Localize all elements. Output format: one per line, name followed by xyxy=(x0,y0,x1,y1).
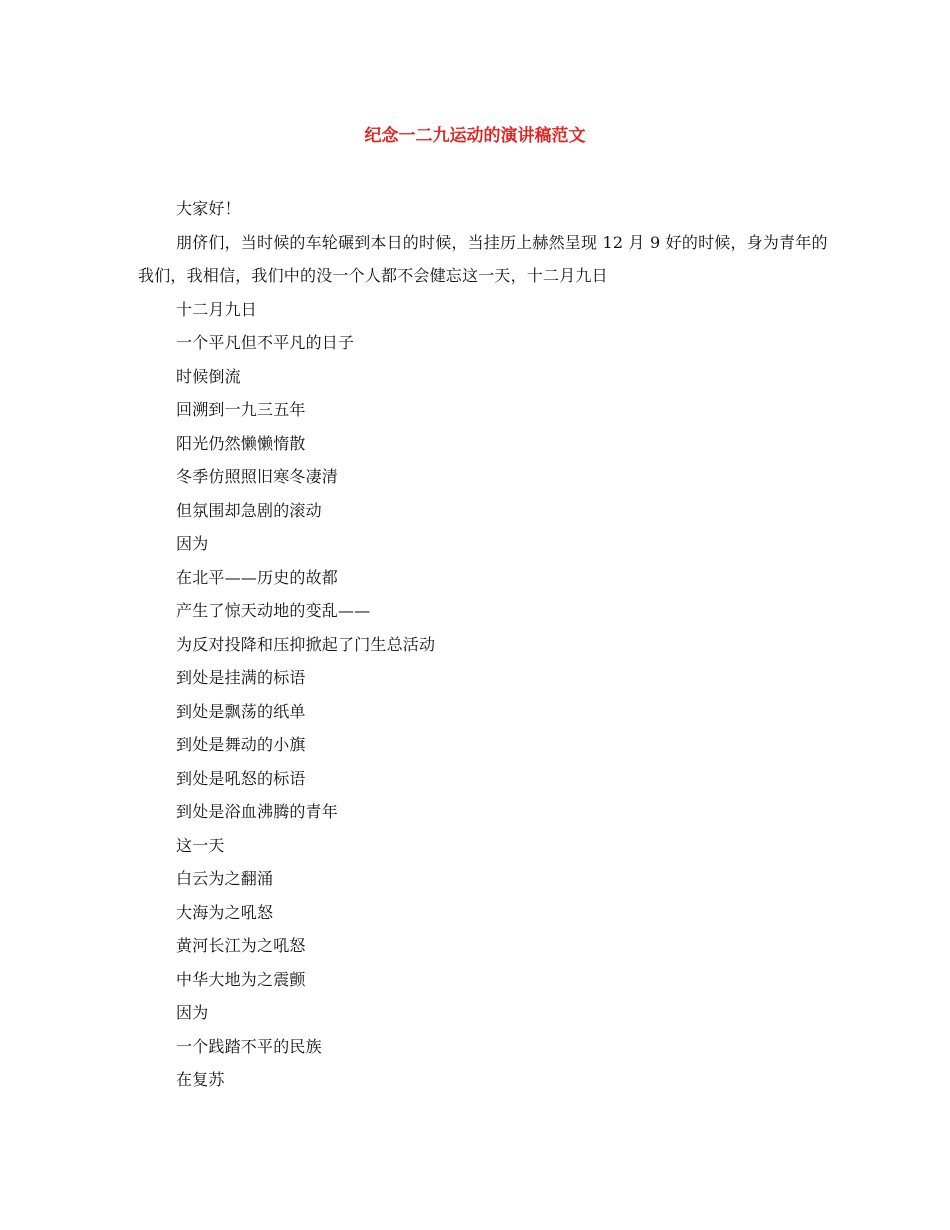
paragraph: 一个践踏不平的民族 xyxy=(176,1036,322,1056)
paragraph: 白云为之翻涌 xyxy=(176,869,274,888)
paragraph: 为反对投降和压抑掀起了门生总活动 xyxy=(176,634,436,654)
paragraph: 到处是挂满的标语 xyxy=(176,668,306,687)
paragraph: 冬季仿照照旧寒冬凄清 xyxy=(176,467,339,486)
paragraph: 到处是飘荡的纸单 xyxy=(176,701,306,721)
paragraph: 黄河长江为之吼怒 xyxy=(176,936,306,955)
paragraph: 朋侪们，当时候的车轮碾到本日的时候，当挂历上赫然呈现 12 月 9 好的时候，身为青年的我们，我相信，我们中的没一个人都不会健忘这一天，十二月九日 xyxy=(138,232,828,285)
paragraph: 十二月九日 xyxy=(176,299,258,319)
paragraph: 一个平凡但不平凡的日子 xyxy=(176,333,355,352)
paragraph: 产生了惊天动地的变乱—— xyxy=(176,601,371,620)
paragraph: 因为 xyxy=(176,534,209,553)
paragraph: 大家好！ xyxy=(176,199,241,218)
document-title: 纪念一二九运动的演讲稿范文 xyxy=(364,126,586,146)
paragraph: 阳光仍然懒懒惰散 xyxy=(176,433,306,453)
paragraph: 到处是吼怒的标语 xyxy=(176,768,306,788)
paragraph: 回溯到一九三五年 xyxy=(176,400,306,419)
paragraph: 因为 xyxy=(176,1003,209,1022)
paragraph: 在复苏 xyxy=(176,1070,225,1089)
paragraph: 时候倒流 xyxy=(176,366,241,386)
paragraph: 但氛围却急剧的滚动 xyxy=(176,500,322,520)
paragraph: 到处是浴血沸腾的青年 xyxy=(176,802,339,821)
paragraph: 大海为之吼怒 xyxy=(176,902,274,922)
paragraph: 到处是舞动的小旗 xyxy=(176,735,306,754)
document-body xyxy=(138,192,828,1097)
paragraph: 在北平——历史的故都 xyxy=(176,567,339,587)
paragraph: 这一天 xyxy=(176,835,225,855)
paragraph: 中华大地为之震颤 xyxy=(176,969,306,989)
